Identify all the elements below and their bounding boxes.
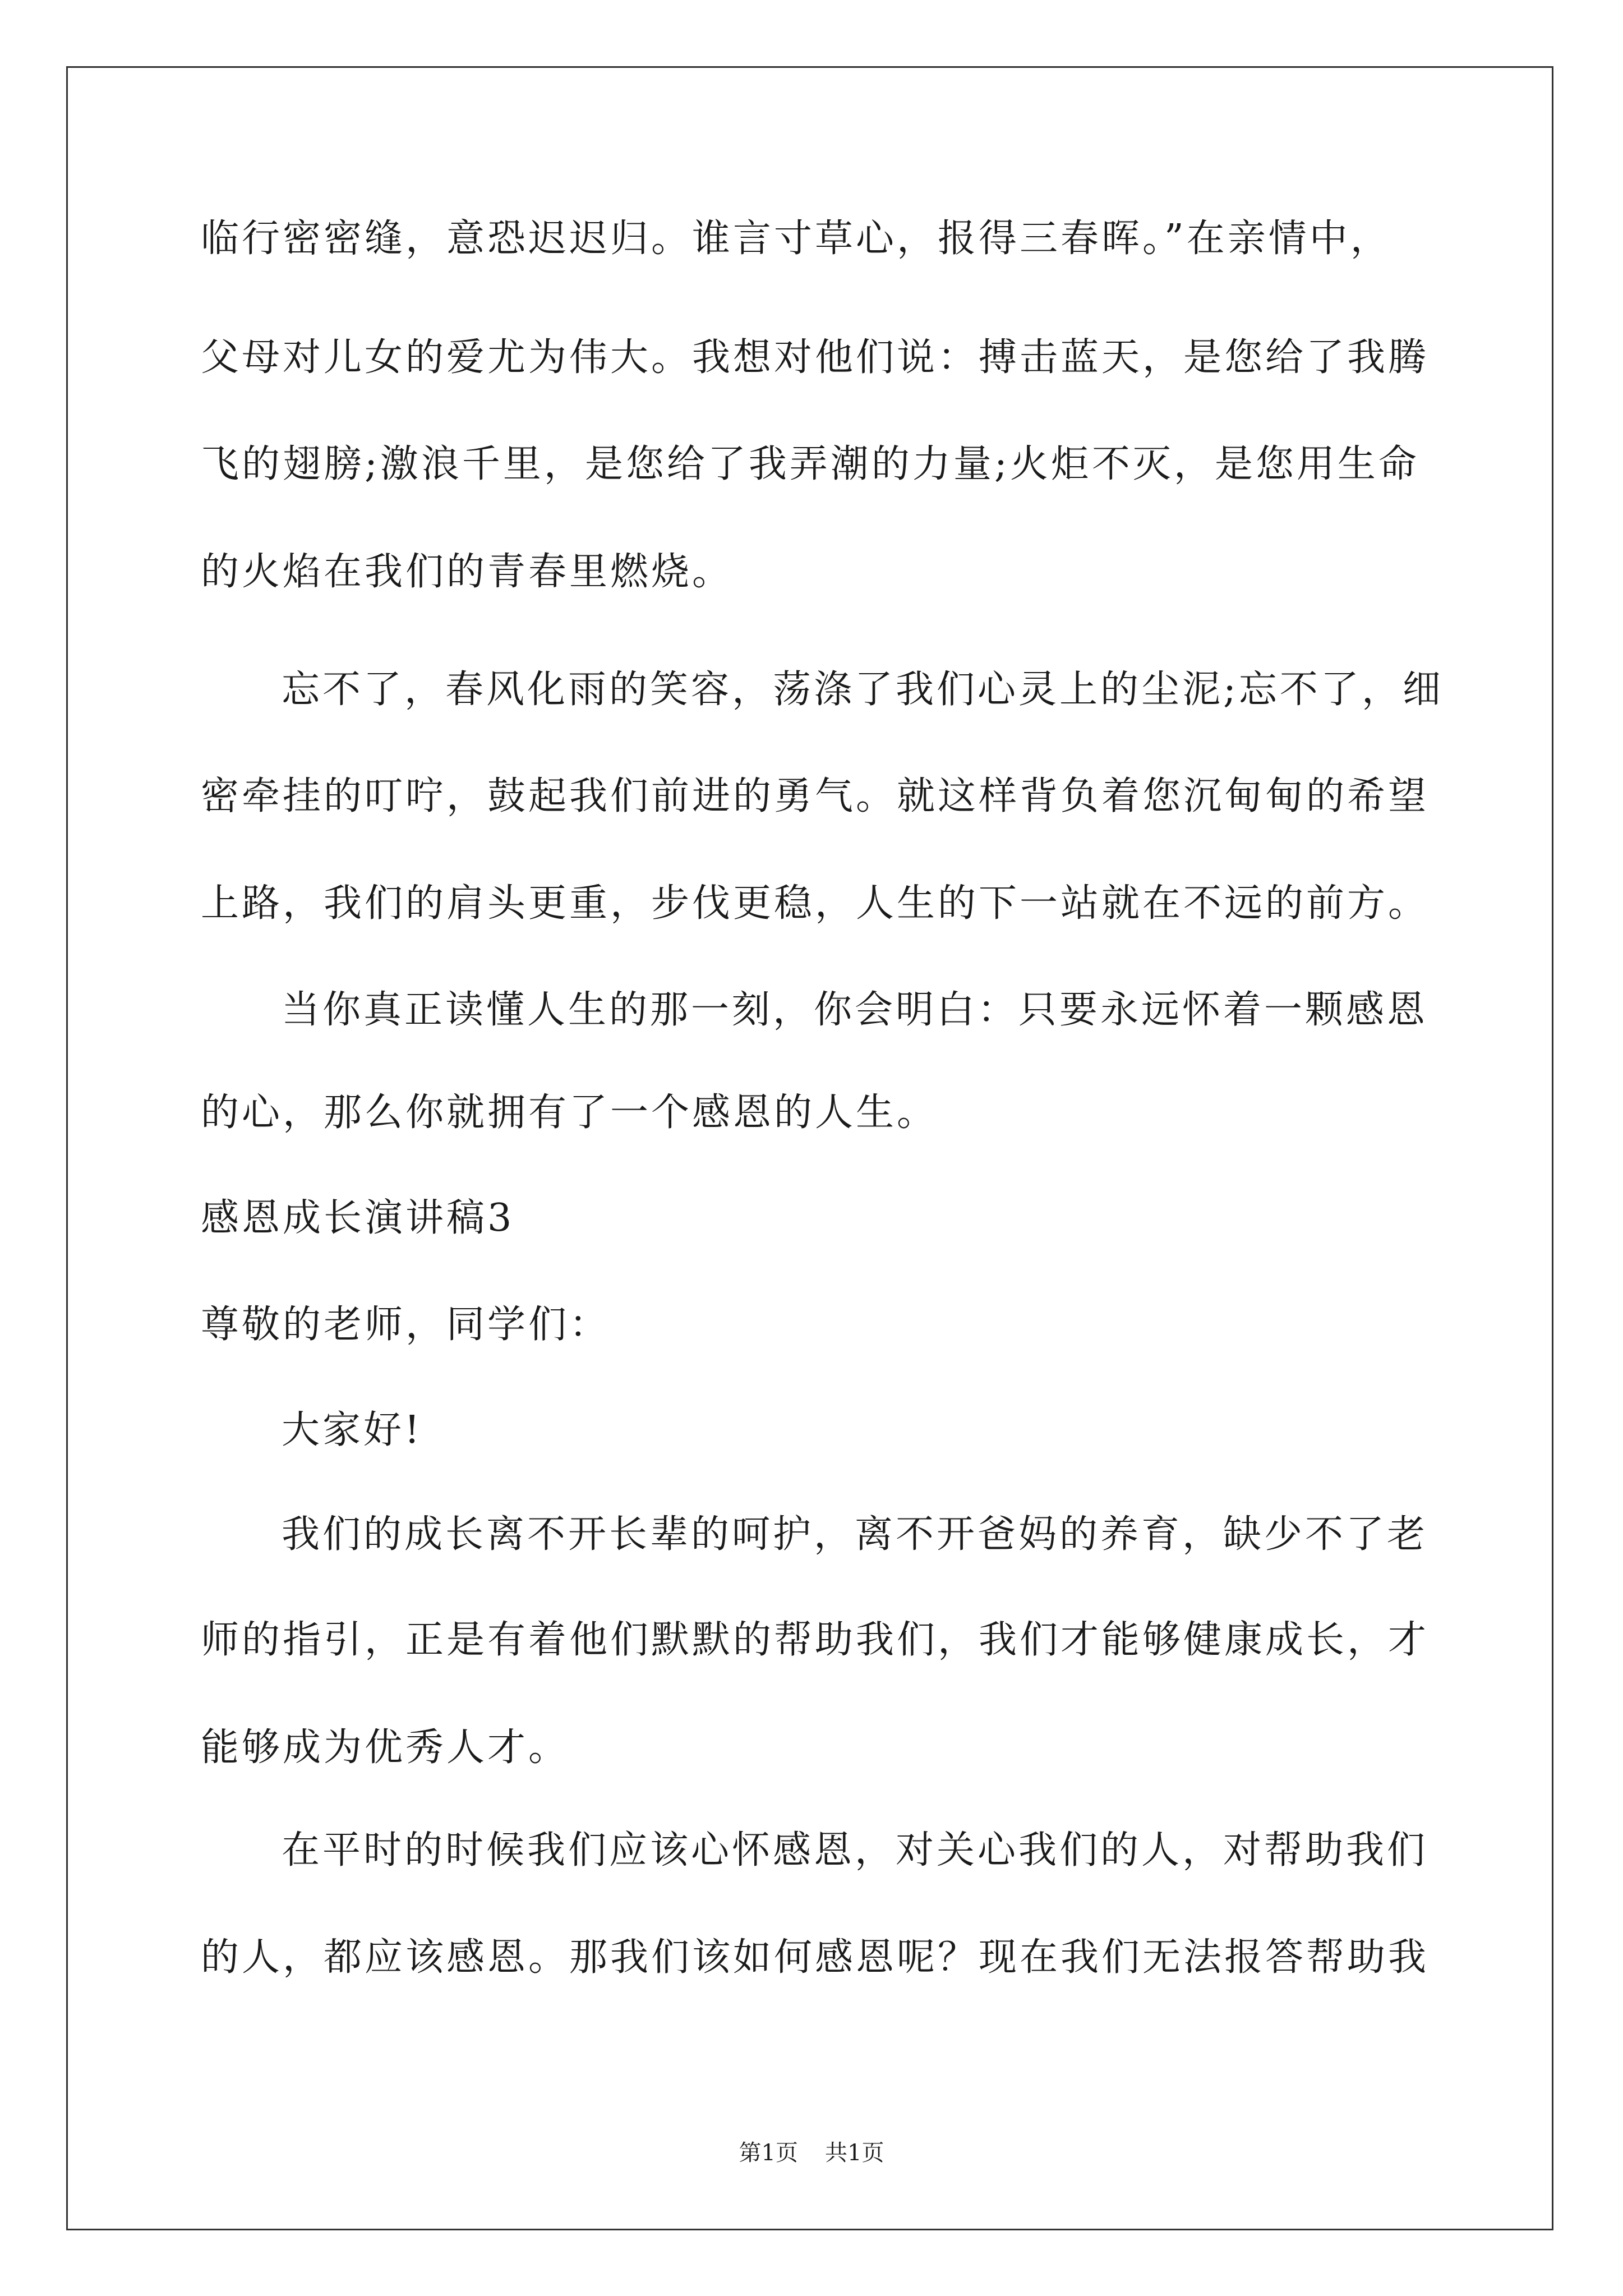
page-total: 共1页 [825, 2140, 884, 2166]
section-heading: 感恩成长演讲稿3 [201, 1196, 515, 1240]
text-line: 临行密密缝，意恐迟迟归。谁言寸草心，报得三春晖。”在亲情中， [201, 217, 1391, 261]
text-line: 师的指引，正是有着他们默默的帮助我们，我们才能够健康成长，才 [201, 1618, 1430, 1662]
salutation: 尊敬的老师，同学们： [201, 1303, 611, 1347]
paragraph-start: 在平时的时候我们应该心怀感恩，对关心我们的人，对帮助我们 [282, 1828, 1428, 1872]
page-number: 第1页 [739, 2140, 798, 2166]
text-line: 能够成为优秀人才。 [201, 1726, 570, 1770]
text-line: 的人，都应该感恩。那我们该如何感恩呢？现在我们无法报答帮助我 [201, 1935, 1430, 1980]
greeting: 大家好! [282, 1408, 423, 1452]
text-line: 飞的翅膀;激浪千里，是您给了我弄潮的力量;火炬不灭，是您用生命 [201, 442, 1419, 486]
text-line: 父母对儿女的爱尤为伟大。我想对他们说：搏击蓝天，是您给了我腾 [201, 335, 1430, 380]
text-line: 上路，我们的肩头更重，步伐更稳，人生的下一站就在不远的前方。 [201, 881, 1430, 926]
page-border [66, 66, 1553, 2230]
text-line: 的火焰在我们的青春里燃烧。 [201, 550, 734, 594]
text-line: 密牵挂的叮咛，鼓起我们前进的勇气。就这样背负着您沉甸甸的希望 [201, 774, 1430, 818]
paragraph-start: 当你真正读懂人生的那一刻，你会明白：只要永远怀着一颗感恩 [282, 988, 1428, 1032]
paragraph-start: 忘不了，春风化雨的笑容，荡涤了我们心灵上的尘泥;忘不了，细 [282, 668, 1444, 712]
paragraph-start: 我们的成长离不开长辈的呵护，离不开爸妈的养育，缺少不了老 [282, 1512, 1428, 1557]
page-footer [0, 2135, 1623, 2167]
text-line: 的心，那么你就拥有了一个感恩的人生。 [201, 1091, 938, 1135]
